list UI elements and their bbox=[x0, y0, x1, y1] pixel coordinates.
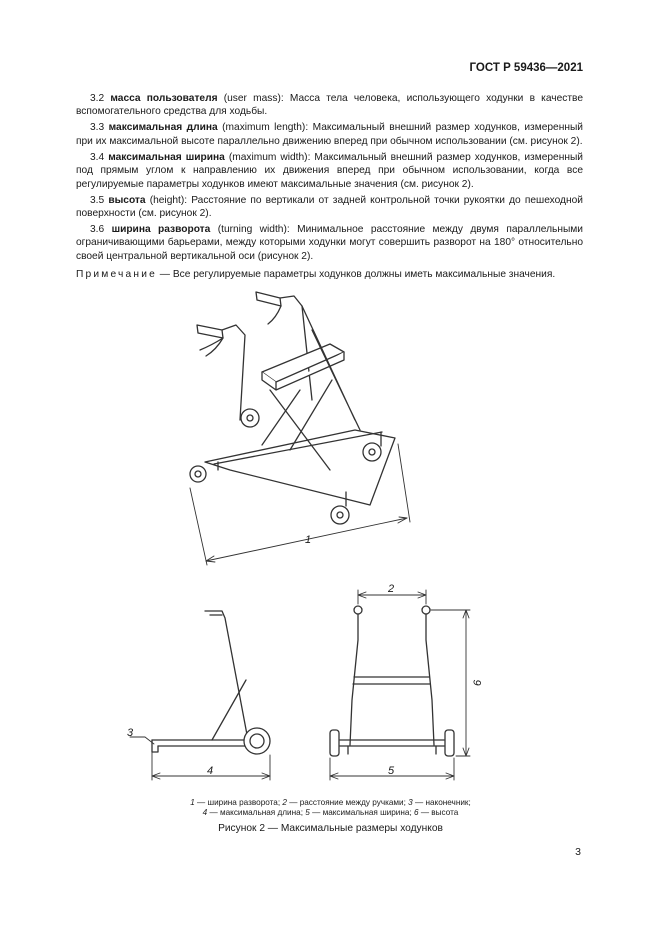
definition: Максимальный внешний размер ходунков, измеренный под прямым углом к направлению их движения вперед при обычном использовании, когда все регулируемые параметры ходунков имеют максимальные значения (см. рисунок 2). bbox=[76, 151, 583, 190]
dimension-label-2: 2 bbox=[388, 583, 395, 595]
section-number: 3.5 bbox=[90, 194, 105, 206]
section-number: 3.6 bbox=[90, 224, 105, 236]
dimension-label-5: 5 bbox=[388, 765, 395, 777]
front-cross-bar bbox=[353, 677, 430, 684]
page-number: 3 bbox=[575, 846, 581, 858]
definition: Максимальный внешний размер ходунков, измеренный при их максимальной высоте параллельно движению вперед при обычном использовании (см. рисунок 2). bbox=[76, 122, 583, 147]
left-brake-lever bbox=[200, 338, 223, 356]
note-text: — Все регулируемые параметры ходунков должны иметь максимальные значения. bbox=[156, 269, 556, 281]
base-frame bbox=[205, 430, 395, 505]
side-handle-tube bbox=[205, 611, 248, 740]
front-right-handle-end bbox=[422, 606, 430, 614]
definition: Минимальное расстояние между двумя параллельными ограничивающими барьерами, между которыми ходунки могут совершить разворот на 180° относительно своей центральной вертикальной оси (рисунок 2). bbox=[76, 224, 583, 262]
rollator-front-view bbox=[330, 590, 470, 780]
dimension-label-6: 6 bbox=[472, 679, 484, 686]
term-english: (maximum width): bbox=[224, 151, 315, 163]
side-base-rail bbox=[152, 740, 250, 746]
figure-legend-line-2: 4 — максимальная длина; 5 — максимальная ширина; 6 — высота bbox=[202, 808, 459, 817]
side-wheel bbox=[244, 728, 270, 754]
front-left-handle-end bbox=[354, 606, 362, 614]
front-right-wheel bbox=[331, 506, 349, 524]
definition: Расстояние по вертикали от задней контрольной точки рукоятки до пешеходной поверхности (см. рисунок 2). bbox=[76, 194, 583, 220]
dimension-label-3: 3 bbox=[127, 727, 134, 739]
term: максимальная ширина bbox=[108, 151, 225, 163]
side-tip bbox=[152, 740, 158, 752]
term: максимальная длина bbox=[108, 122, 218, 134]
right-handle-post bbox=[280, 296, 312, 400]
rear-frame bbox=[302, 306, 360, 430]
dimension-3-leader bbox=[130, 737, 154, 744]
term: ширина разворота bbox=[111, 224, 211, 236]
figure-legend-line-1: 1 — ширина разворота; 2 — расстояние между ручками; 3 — наконечник; bbox=[190, 798, 471, 807]
rear-left-wheel bbox=[190, 466, 206, 482]
caster-posts bbox=[218, 432, 381, 506]
side-frame-strut bbox=[212, 680, 246, 740]
dimension-label-4: 4 bbox=[207, 765, 214, 777]
standard-header: ГОСТ Р 59436—2021 bbox=[469, 62, 583, 74]
figure-title: Рисунок 2 — Максимальные размеры ходунков bbox=[218, 823, 443, 834]
front-left-wheel-view bbox=[330, 730, 339, 756]
left-handle-post bbox=[222, 325, 245, 420]
term-english: (turning width): bbox=[210, 224, 298, 236]
section-number: 3.2 bbox=[90, 93, 105, 104]
note-label: Примечание bbox=[76, 269, 157, 281]
term: масса пользователя bbox=[110, 93, 218, 104]
section-number: 3.4 bbox=[90, 151, 105, 163]
front-right-leg bbox=[426, 614, 434, 745]
front-right-wheel-view bbox=[445, 730, 454, 756]
right-brake-lever bbox=[268, 306, 281, 324]
front-left-wheel bbox=[241, 409, 259, 427]
term-english: (maximum length): bbox=[217, 122, 313, 134]
term-english: (height): bbox=[145, 194, 192, 206]
rollator-side-view bbox=[130, 611, 270, 780]
dimension-label-1: 1 bbox=[305, 534, 312, 546]
term: высота bbox=[108, 194, 146, 206]
right-handle-grip bbox=[256, 292, 281, 306]
front-left-leg bbox=[350, 614, 358, 745]
rollator-isometric-view bbox=[190, 292, 410, 565]
cross-brace bbox=[262, 380, 332, 470]
section-number: 3.3 bbox=[90, 122, 105, 134]
definition: Масса тела человека, использующего ходунки в качестве вспомогательного средства для ходьбы. bbox=[76, 93, 583, 118]
front-base-rail bbox=[340, 740, 444, 746]
front-tips bbox=[348, 746, 436, 754]
term-english: (user mass): bbox=[217, 93, 290, 104]
rear-right-wheel bbox=[363, 443, 381, 461]
left-handle-grip bbox=[197, 325, 223, 338]
